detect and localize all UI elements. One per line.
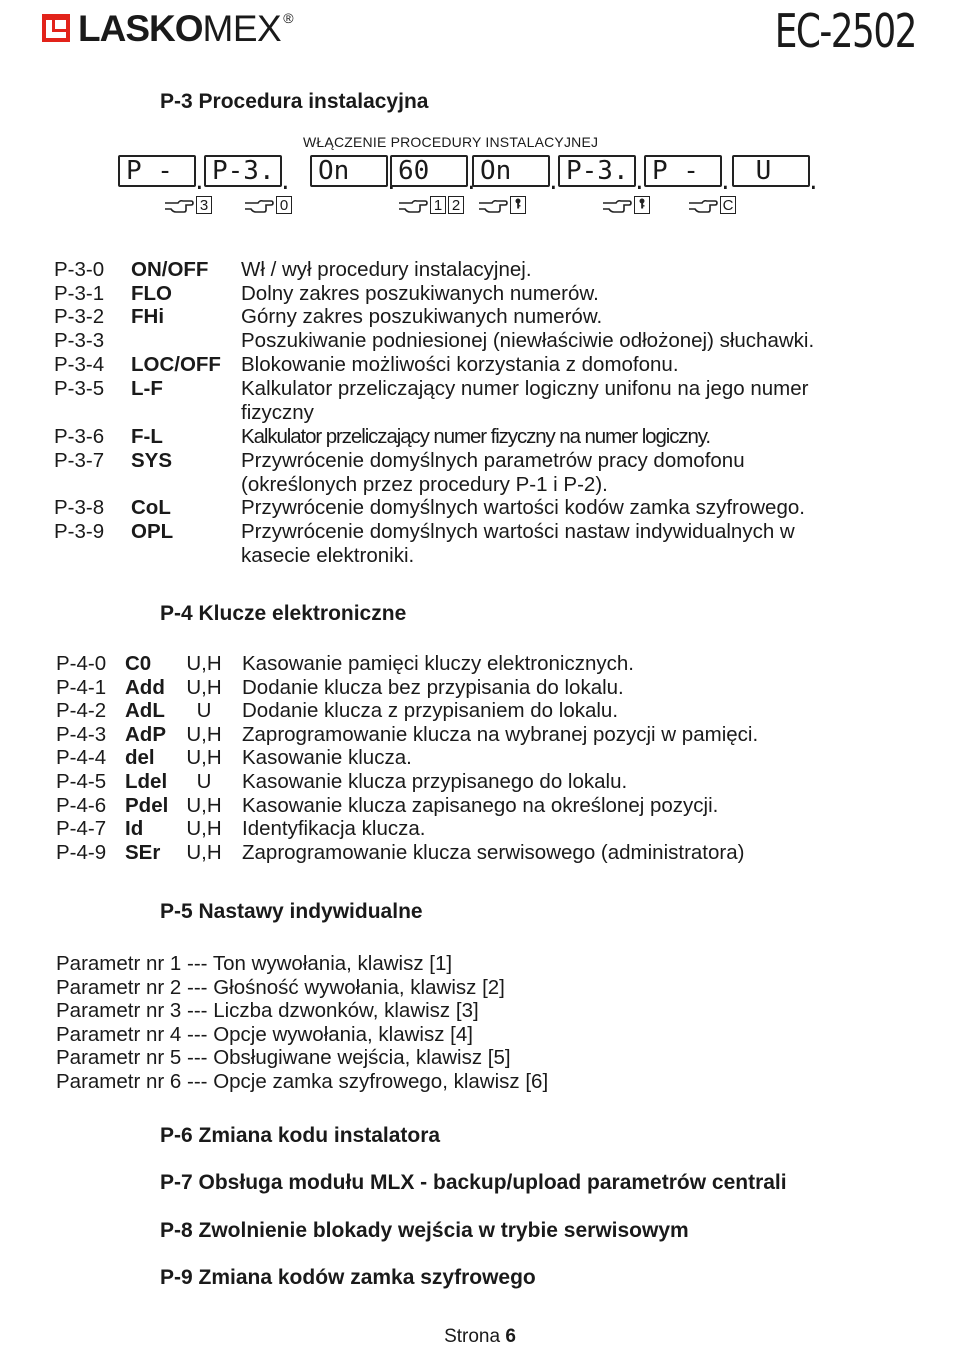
p4-mode: U,H [186,840,222,864]
p3-abbr: FHi [131,305,165,328]
p3-abbr: LOC/OFF [131,353,221,376]
keypress [244,196,292,214]
p3-abbr: F-L [131,425,163,448]
p4-abbr: del [125,746,155,770]
p5-parameter-item: Parametr nr 1 --- Ton wywołania, klawisz [1] [56,952,453,975]
p4-mode: U [196,699,212,723]
key-icon [634,196,650,214]
p3-code: P-3-8 [54,496,105,519]
lcd-dot: . [806,170,820,195]
p4-abbr: AdL [125,699,165,723]
p4-desc: Kasowanie klucza. [242,746,412,770]
p9-title: P-9 Zmiana kodów zamka szyfrowego [160,1266,536,1289]
lcd-display [558,155,646,195]
p4-code: P-4-4 [56,746,107,770]
p3-abbr: CoL [131,496,171,519]
p3-code: P-3-0 [54,258,105,281]
lcd-display [390,155,478,195]
p4-code: P-4-6 [56,793,107,817]
key-button: C [720,196,736,214]
keypress [164,196,212,214]
lcd-dot: . [464,170,478,195]
p5-parameter-item: Parametr nr 4 --- Opcje wywołania, klawisz [4] [56,1022,473,1046]
key-button: 3 [196,196,212,214]
page-footer [0,1326,960,1348]
lcd-text: On [318,156,350,186]
p3-code: P-3-1 [54,282,105,305]
p4-code: P-4-7 [56,817,107,841]
p3-code: P-3-2 [54,305,105,328]
p3-desc: Wł / wył procedury instalacyjnej. [241,258,532,281]
p3-code: P-3-9 [54,520,105,543]
keypress [398,196,464,214]
p4-desc: Dodanie klucza bez przypisania do lokalu. [242,675,624,699]
p4-desc: Kasowanie klucza przypisanego do lokalu. [242,770,628,793]
lcd-dot: . [384,170,398,195]
p4-code: P-4-0 [56,652,107,675]
lcd-dot: . [632,170,646,195]
p4-abbr: C0 [125,652,152,675]
pointing-hand-icon [164,196,194,214]
lcd-text: P - [126,156,173,186]
p4-mode: U,H [186,722,222,746]
p3-desc: Blokowanie możliwości korzystania z domofonu. [241,353,679,376]
p3-title: P-3 Procedura instalacyjna [160,90,429,113]
p4-abbr: Ldel [125,770,168,793]
p3-desc: Kalkulator przeliczający numer logiczny unifonu na jego numer [241,377,809,400]
lcd-text: On [480,156,512,186]
p4-mode: U,H [186,652,222,675]
page-number: 6 [505,1326,516,1347]
keypress [478,196,526,214]
p5-parameter-item: Parametr nr 5 --- Obsługiwane wejścia, klawisz [5] [56,1046,511,1070]
p5-parameter-item: Parametr nr 3 --- Liczba dzwonków, klawisz [3] [56,999,479,1023]
p5-parameter-item: Parametr nr 2 --- Głośność wywołania, klawisz [2] [56,975,505,999]
p3-desc-cont: kasecie elektroniki. [241,544,415,567]
p4-abbr: AdP [125,722,166,746]
p4-mode: U [196,770,212,793]
model-name: EC-2502 [774,4,916,58]
p4-abbr: Id [125,817,144,841]
p3-abbr: SYS [131,449,173,472]
key-button: 0 [276,196,292,214]
lcd-display [472,155,560,195]
lcd-dot: . [718,170,732,195]
p3-desc: Kalkulator przeliczający numer fizyczny na numer logiczny. [241,425,711,448]
p4-abbr: SEr [125,840,161,864]
p3-abbr: ON/OFF [131,258,209,281]
sequence-label: WŁĄCZENIE PROCEDURY INSTALACYJNEJ [303,134,599,150]
lcd-text: P-3. [212,156,275,186]
lcd-text: U [740,156,772,186]
lcd-dot: . [192,170,206,195]
key-icon [510,196,526,214]
lcd-text: P - [652,156,699,186]
registered-mark: ® [283,10,293,26]
p3-code: P-3-4 [54,353,105,376]
lcd-display [310,155,398,195]
keypress [602,196,650,214]
p4-desc: Dodanie klucza z przypisaniem do lokalu. [242,699,619,723]
brand-logo [78,8,293,50]
p4-code: P-4-3 [56,722,107,746]
p3-code: P-3-3 [54,329,105,352]
lcd-display [644,155,732,195]
lcd-dot: . [546,170,560,195]
p8-title: P-8 Zwolnienie blokady wejścia w trybie serwisowym [160,1219,689,1242]
page-label: Strona [444,1326,501,1347]
lcd-text: P-3. [566,156,629,186]
p3-abbr: OPL [131,520,174,543]
p4-desc: Zaprogramowanie klucza na wybranej pozycji w pamięci. [242,722,759,746]
p4-desc: Kasowanie klucza zapisanego na określonej pozycji. [242,793,719,817]
p4-code: P-4-2 [56,699,107,723]
lcd-text: 60 [398,156,430,186]
p4-mode: U,H [186,675,222,699]
keypress [688,196,736,214]
p4-abbr: Add [125,675,165,699]
p3-desc: Poszukiwanie podniesionej (niewłaściwie odłożonej) słuchawki. [241,329,815,352]
lcd-display [118,155,206,195]
p4-code: P-4-5 [56,770,107,793]
p3-desc-cont: (określonych przez procedury P-1 i P-2). [241,473,608,496]
p3-desc: Przywrócenie domyślnych wartości nastaw indywidualnych w [241,520,795,543]
lcd-dot: . [278,170,292,195]
laskomex-logo-icon [42,14,70,42]
p4-desc: Zaprogramowanie klucza serwisowego (administratora) [242,840,745,864]
p4-mode: U,H [186,817,222,841]
p6-title: P-6 Zmiana kodu instalatora [160,1124,441,1147]
p3-code: P-3-5 [54,377,105,400]
p4-mode: U,H [186,746,222,770]
p4-abbr: Pdel [125,793,169,817]
p3-abbr: FLO [131,282,172,305]
pointing-hand-icon [244,196,274,214]
pointing-hand-icon [688,196,718,214]
key-button: 2 [448,196,464,214]
p3-desc: Górny zakres poszukiwanych numerów. [241,305,603,328]
p4-title: P-4 Klucze elektroniczne [160,602,407,625]
p4-mode: U,H [186,793,222,817]
p3-desc: Przywrócenie domyślnych parametrów pracy domofonu [241,449,745,472]
brand-bold: LASKO [78,8,203,49]
lcd-display [204,155,292,195]
p3-desc: Przywrócenie domyślnych wartości kodów zamka szyfrowego. [241,496,805,519]
p3-desc-cont: fizyczny [241,401,314,424]
p3-code: P-3-6 [54,425,105,448]
pointing-hand-icon [398,196,428,214]
p3-desc: Dolny zakres poszukiwanych numerów. [241,282,599,305]
p4-code: P-4-9 [56,840,107,864]
p3-abbr: L-F [131,377,163,400]
p5-title: P-5 Nastawy indywidualne [160,900,423,923]
p5-parameter-item: Parametr nr 6 --- Opcje zamka szyfrowego, klawisz [6] [56,1070,549,1093]
lcd-display [732,155,820,195]
p7-title: P-7 Obsługa modułu MLX - backup/upload parametrów centrali [160,1171,787,1194]
key-button: 1 [430,196,446,214]
brand-light: MEX [202,8,282,49]
p3-code: P-3-7 [54,449,105,472]
p4-desc: Kasowanie pamięci kluczy elektronicznych. [242,652,634,675]
p4-code: P-4-1 [56,675,107,699]
pointing-hand-icon [602,196,632,214]
p4-desc: Identyfikacja klucza. [242,817,426,841]
pointing-hand-icon [478,196,508,214]
